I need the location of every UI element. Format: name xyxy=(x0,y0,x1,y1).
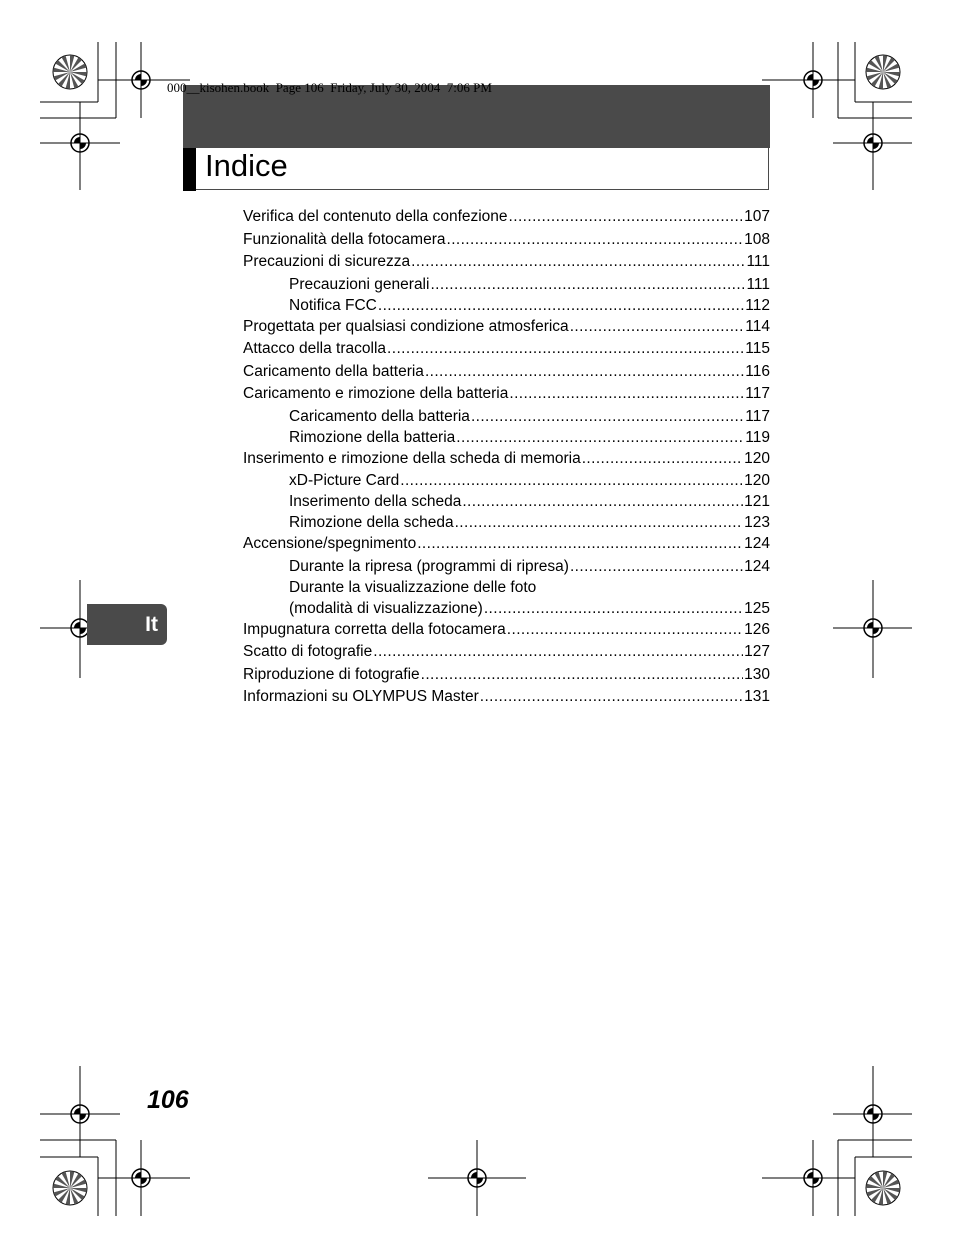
toc-leader-dots xyxy=(378,295,744,316)
page-number: 106 xyxy=(147,1086,189,1114)
file-header: 000__kisohen.book Page 106 Friday, July 30, 2004 7:06 PM xyxy=(167,80,492,95)
toc-entry-text: Notifica FCC xyxy=(289,296,377,314)
toc-entry-text: Precauzioni di sicurezza xyxy=(243,253,411,270)
toc-entry[interactable] xyxy=(243,251,770,274)
toc-entry-text: Progettata per qualsiasi condizione atmosferica xyxy=(243,317,569,335)
toc-page-number: 107 xyxy=(744,208,770,225)
toc-page-number: 120 xyxy=(744,472,770,489)
toc-entry[interactable] xyxy=(243,361,770,384)
registration-mark xyxy=(833,1066,912,1157)
toc-entry[interactable] xyxy=(243,448,770,471)
registration-mark xyxy=(98,1140,190,1216)
toc-entry-text: Informazioni su OLYMPUS Master xyxy=(243,688,479,705)
toc-leader-dots xyxy=(446,229,743,252)
toc-leader-dots xyxy=(570,556,743,577)
toc-page-number: 121 xyxy=(744,493,770,510)
toc-entry-text: Attacco della tracolla xyxy=(243,340,387,357)
toc-leader-dots xyxy=(400,470,743,491)
registration-mark xyxy=(40,102,120,190)
toc-leader-dots xyxy=(462,491,743,512)
toc-entry[interactable] xyxy=(243,427,770,448)
toc-leader-dots xyxy=(387,338,744,361)
toc-page-number: 124 xyxy=(744,535,770,552)
page-title: Indice xyxy=(205,148,288,183)
toc-leader-dots xyxy=(417,533,743,556)
toc-page-number: 125 xyxy=(744,599,770,617)
target-wheel xyxy=(53,55,87,89)
toc-leader-dots xyxy=(570,316,745,339)
toc-entry-text: Rimozione della batteria xyxy=(289,428,456,446)
toc-entry[interactable] xyxy=(243,686,770,709)
toc-page-number: 117 xyxy=(745,385,770,402)
toc-page-number: 120 xyxy=(744,449,770,467)
toc-entry[interactable] xyxy=(243,641,770,664)
toc-page-number: 112 xyxy=(745,296,770,314)
toc-entry[interactable] xyxy=(243,556,770,577)
toc-leader-dots xyxy=(471,406,744,427)
toc-entry[interactable] xyxy=(243,206,770,229)
toc-entry[interactable] xyxy=(243,229,770,252)
toc-page-number: 124 xyxy=(744,557,770,575)
toc-leader-dots xyxy=(507,619,743,642)
toc-page-number: 126 xyxy=(744,620,770,638)
toc-entry-text: Accensione/spegnimento xyxy=(243,535,417,552)
toc-entry[interactable] xyxy=(243,664,770,687)
toc-entry[interactable] xyxy=(243,295,770,316)
toc-page-number: 130 xyxy=(744,665,770,683)
toc-entry-text: Rimozione della scheda xyxy=(289,514,454,531)
title-accent-bar xyxy=(183,147,196,191)
toc-leader-dots xyxy=(373,641,743,664)
toc-page-number: 116 xyxy=(745,362,770,380)
toc-entry[interactable] xyxy=(243,598,770,619)
toc-entry[interactable] xyxy=(243,316,770,339)
toc-entry[interactable] xyxy=(243,338,770,361)
toc-entry[interactable] xyxy=(243,619,770,642)
toc-page-number: 111 xyxy=(746,253,770,270)
registration-mark xyxy=(833,102,912,190)
toc-leader-dots xyxy=(430,274,745,295)
toc-page-number: 123 xyxy=(744,514,770,531)
toc-leader-dots xyxy=(582,448,743,471)
toc-leader-dots xyxy=(425,361,744,384)
toc-entry[interactable] xyxy=(243,512,770,533)
toc-page-number: 127 xyxy=(744,643,770,660)
toc-entry-text: Scatto di fotografie xyxy=(243,643,373,660)
toc-entry-line xyxy=(243,577,770,598)
toc-entry-text: Caricamento della batteria xyxy=(243,362,424,380)
registration-mark xyxy=(762,1140,855,1216)
toc-entry[interactable] xyxy=(243,383,770,406)
toc-leader-dots xyxy=(509,206,744,229)
toc-page-number: 115 xyxy=(745,340,770,357)
target-wheel xyxy=(866,55,900,89)
target-wheel xyxy=(53,1171,87,1205)
toc-entry-text: Caricamento e rimozione della batteria xyxy=(243,385,509,402)
registration-mark xyxy=(40,1066,120,1157)
toc-page-number: 111 xyxy=(746,275,770,293)
toc-entry-text: Durante la visualizzazione delle foto xyxy=(289,578,537,596)
toc-entry-text: Verifica del contenuto della confezione xyxy=(243,208,508,225)
toc-page-number: 131 xyxy=(744,688,770,705)
toc-entry-text: Funzionalità della fotocamera xyxy=(243,230,446,248)
language-tab: It xyxy=(87,604,167,645)
toc-entry-text: xD-Picture Card xyxy=(289,472,400,489)
target-wheel xyxy=(866,1171,900,1205)
toc-leader-dots xyxy=(421,664,743,687)
toc-leader-dots xyxy=(411,251,745,274)
toc-entry-text: (modalità di visualizzazione) xyxy=(289,599,483,617)
toc-entry-text: Inserimento e rimozione della scheda di memoria xyxy=(243,449,581,467)
toc-leader-dots xyxy=(456,427,744,448)
toc-leader-dots xyxy=(484,598,743,619)
toc-page-number: 108 xyxy=(744,230,770,248)
toc-entry-text: Impugnatura corretta della fotocamera xyxy=(243,620,506,638)
toc-entry-text: Caricamento della batteria xyxy=(289,407,470,425)
toc-entry-text: Precauzioni generali xyxy=(289,275,430,293)
toc-entry[interactable] xyxy=(243,533,770,556)
toc-entry-text: Durante la ripresa (programmi di ripresa) xyxy=(289,557,569,575)
toc-leader-dots xyxy=(509,383,744,406)
toc-page-number: 114 xyxy=(745,317,770,335)
toc-entry-text: Riproduzione di fotografie xyxy=(243,665,420,683)
toc-entry[interactable] xyxy=(243,470,770,491)
toc-entry[interactable] xyxy=(243,491,770,512)
toc-page-number: 119 xyxy=(745,428,770,446)
toc-page-number: 117 xyxy=(745,407,770,425)
toc-leader-dots xyxy=(480,686,743,709)
table-of-contents xyxy=(243,206,770,709)
toc-entry[interactable] xyxy=(243,406,770,427)
registration-mark xyxy=(833,580,912,678)
toc-entry-text: Inserimento della scheda xyxy=(289,493,462,510)
registration-mark xyxy=(762,42,855,118)
registration-mark xyxy=(428,1140,526,1216)
toc-leader-dots xyxy=(455,512,744,533)
toc-entry[interactable] xyxy=(243,274,770,295)
